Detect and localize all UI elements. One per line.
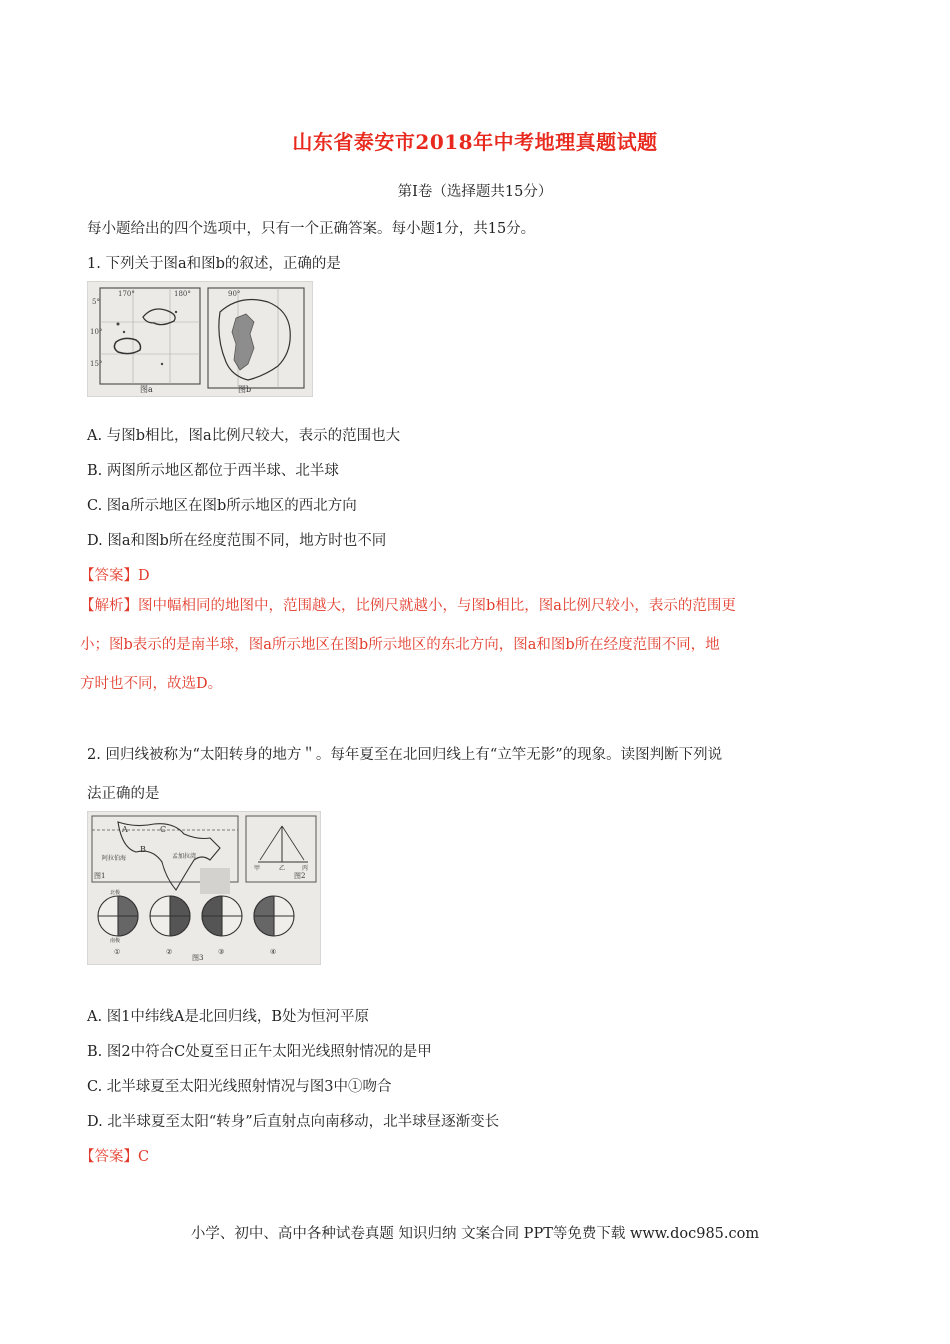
q1-explanation-line-3: 方时也不同，故选D。 [80, 676, 223, 692]
q2-stem-line-1: 2. 回归线被称为“太阳转身的地方＂。每年夏至在北回归线上有“立竿无影”的现象。读图判断下列说 [87, 747, 723, 763]
instructions: 每小题给出的四个选项中，只有一个正确答案。每小题1分，共15分。 [87, 221, 536, 237]
q1-map-svg [88, 282, 312, 396]
q2-label-a: A [122, 825, 128, 834]
page-title: 山东省泰安市2018年中考地理真题试题 [292, 130, 658, 154]
q1-option-b: B. 两图所示地区都位于西半球、北半球 [87, 463, 339, 479]
q1-lon-a2: 180° [174, 290, 191, 298]
q2-option-d: D. 北半球夏至太阳“转身”后直射点向南移动，北半球昼逐渐变长 [87, 1114, 500, 1130]
q2-option-c: C. 北半球夏至太阳光线照射情况与图3中①吻合 [87, 1079, 392, 1095]
q1-explanation-label: 【解析】 [80, 598, 138, 614]
q2-stem-line-2: 法正确的是 [87, 786, 160, 802]
q2-fig2-label: 图2 [294, 872, 306, 880]
q1-lon-a1: 170° [118, 290, 135, 298]
q2-circled-4: ④ [270, 948, 277, 956]
q2-answer: 【答案】C [80, 1149, 150, 1165]
q2-circled-1: ① [114, 948, 121, 956]
q2-label-b: B [140, 845, 146, 854]
q1-label-a: 图a [140, 385, 153, 394]
q2-bing: 丙 [302, 865, 309, 872]
q1-stem: 1. 下列关于图a和图b的叙述，正确的是 [87, 256, 341, 272]
q2-option-a: A. 图1中纬线A是北回归线，B处为恒河平原 [87, 1009, 370, 1025]
q2-yi: 乙 [279, 865, 286, 872]
section-heading: 第Ⅰ卷（选择题共15分） [397, 184, 553, 200]
q2-figure-svg [88, 812, 320, 964]
q2-fig1-label: 图1 [94, 872, 106, 880]
q1-explanation-line-1: 【解析】图中幅相同的地图中，范围越大，比例尺就越小，与图b相比，图a比例尺较小，表示的范围更 [80, 598, 736, 614]
q1-lat-a1: 5° [92, 298, 100, 306]
q1-option-d: D. 图a和图b所在经度范围不同，地方时也不同 [87, 533, 387, 549]
q2-circled-2: ② [166, 948, 173, 956]
q2-sea: 阿拉伯海 [102, 855, 127, 862]
q1-figure-image [87, 281, 313, 397]
q1-answer: 【答案】D [80, 568, 150, 584]
q1-lat-a2: 10° [90, 328, 103, 336]
q2-figure-image [87, 811, 321, 965]
q1-lon-b1: 90° [228, 290, 241, 298]
q1-explanation-line-2: 小；图b表示的是南半球，图a所示地区在图b所示地区的东北方向，图a和图b所在经度范围不同，地 [80, 637, 720, 653]
q1-option-a: A. 与图b相比，图a比例尺较大，表示的范围也大 [87, 428, 401, 444]
q2-option-b: B. 图2中符合C处夏至日正午太阳光线照射情况的是甲 [87, 1044, 432, 1060]
q1-label-b: 图b [238, 385, 252, 394]
q2-fig3-label: 图3 [192, 954, 204, 962]
q1-explanation [80, 587, 860, 704]
q2-bay: 孟加拉湾 [172, 853, 197, 860]
page-footer: 小学、初中、高中各种试卷真题 知识归纳 文案合同 PPT等免费下载 www.doc985.com [190, 1226, 760, 1242]
q2-north-pole: 北极 [110, 890, 121, 896]
q2-label-c: C [160, 825, 167, 834]
q2-south-pole: 南极 [110, 938, 121, 944]
q2-jia: 甲 [254, 865, 261, 872]
q1-option-c: C. 图a所示地区在图b所示地区的西北方向 [87, 498, 357, 514]
q1-lat-a3: 15° [90, 360, 103, 368]
q2-circled-3: ③ [218, 948, 225, 956]
